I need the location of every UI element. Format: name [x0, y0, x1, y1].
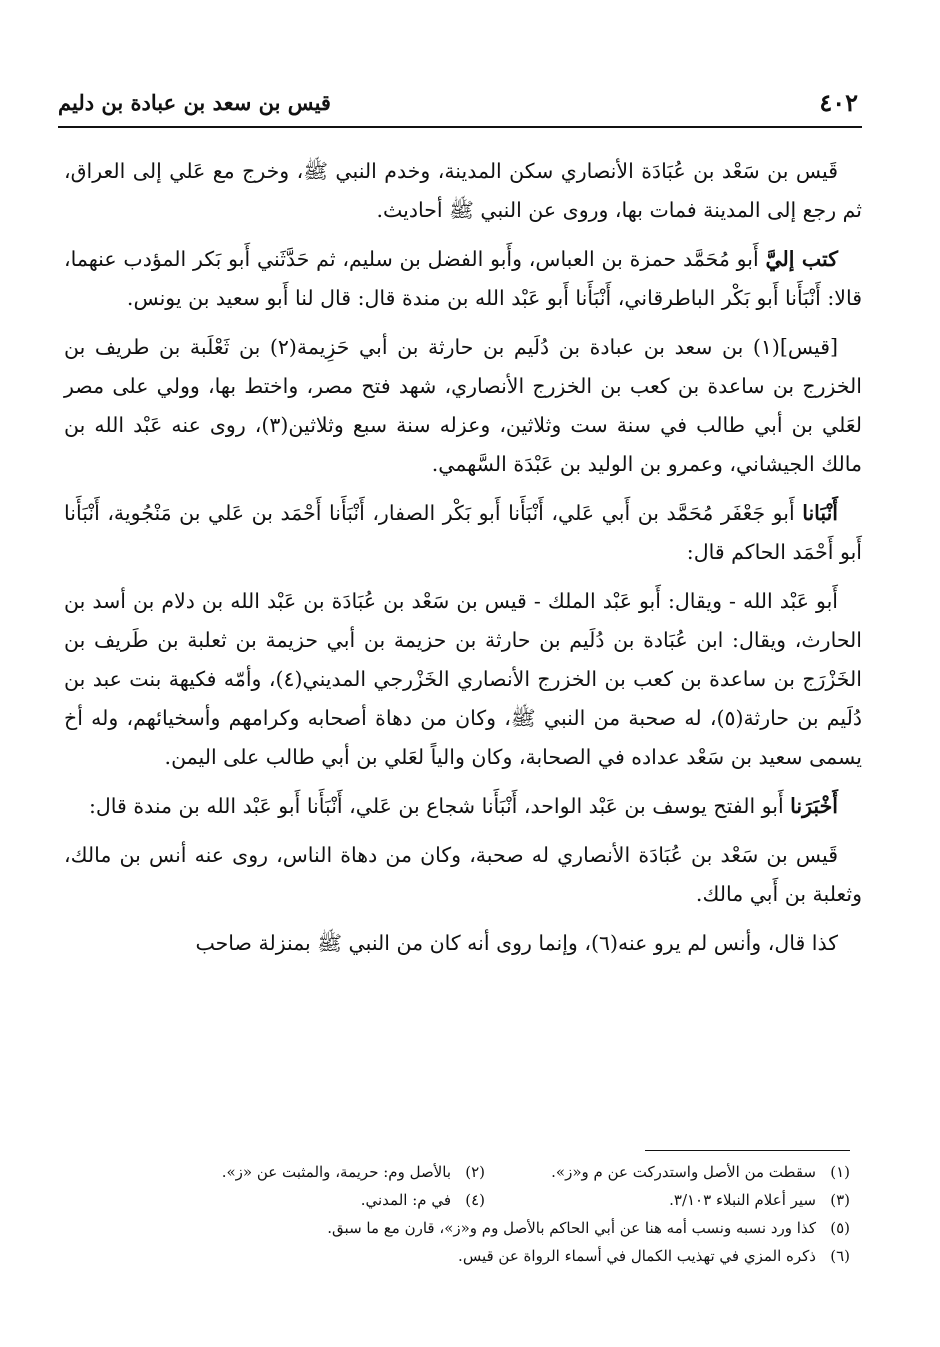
paragraph-lead: أَخْبَرَنا	[790, 794, 838, 818]
header-divider	[58, 126, 862, 128]
footnote	[515, 1186, 850, 1214]
footnote-number: (٤)	[465, 1191, 485, 1209]
paragraph	[64, 152, 862, 230]
footnote	[222, 1158, 485, 1186]
paragraph-text: أَبو مُحَمَّد حمزة بن العباس، وأَبو الفضل بن سليم، ثم حَدَّثَني أَبو بَكر المؤدب عنهما، قالا: أَنْبَأَنا أَبو بَكْر الباطرقاني، أَنْبَأَنا أَبو عَبْد الله بن مندة قال: قال لنا أَبو سعيد بن يونس.	[64, 247, 862, 310]
footnote-number: (٢)	[465, 1163, 485, 1181]
footnote-row	[100, 1186, 850, 1214]
paragraph	[64, 924, 862, 963]
footnote-text: سقطت من الأصل واستدركت عن م و«ز».	[551, 1163, 816, 1181]
footnote-text: كذا ورد نسبه ونسب أمه هنا عن أبي الحاكم بالأصل وم و«ز»، قارن مع ما سبق.	[327, 1219, 816, 1237]
footnote-number: (٣)	[830, 1191, 850, 1209]
footnote-text: في م: المدني.	[360, 1191, 451, 1209]
footnote	[361, 1186, 485, 1214]
paragraph	[64, 582, 862, 777]
footnotes	[100, 1158, 850, 1270]
page-number: ٤٠٢	[819, 88, 858, 117]
page-header	[58, 86, 858, 126]
footnote-row	[100, 1242, 850, 1270]
paragraph-text: أَبو الفتح يوسف بن عَبْد الواحد، أَنْبَأَنا شجاع بن عَلي، أَنْبَأَنا أَبو عَبْد الله بن مندة قال:	[89, 794, 791, 818]
footnote-number: (١)	[830, 1163, 850, 1181]
paragraph-text: قَيس بن سَعْد بن عُبَادَة الأنصاري سكن المدينة، وخدم النبي ﷺ، وخرج مع عَلي إلى العراق، ثم رجع إلى المدينة فمات بها، وروى عن النبي ﷺ أحاديث.	[64, 159, 862, 222]
paragraph-text: أَبو جَعْفَر مُحَمَّد بن أَبي عَلي، أَنْبَأَنا أَبو بَكْر الصفار، أَنْبَأَنا أَحْمَد بن عَلي بن مَنْجُوية، أَنْبَأَنا أَبو أَحْمَد الحاكم قال:	[64, 501, 862, 564]
paragraph	[64, 787, 862, 826]
footnote-row	[100, 1158, 850, 1186]
paragraph	[64, 836, 862, 914]
footnote-text: بالأصل وم: حريمة، والمثبت عن «ز».	[221, 1163, 451, 1181]
running-title: قيس بن سعد بن عبادة بن دليم	[58, 90, 331, 115]
footnote	[458, 1242, 850, 1270]
paragraph-text: قَيس بن سَعْد بن عُبَادَة الأنصاري له صحبة، وكان من دهاة الناس، روى عنه أنس بن مالك، وثعلبة بن أَبي مالك.	[64, 843, 862, 906]
paragraph-text: [قيس](١) بن سعد بن عبادة بن دُلَيم بن حارثة بن أبي حَزِيمة(٢) بن ثَعْلَبة بن طريف بن الخزرج بن ساعدة بن كعب بن الخزرج الأنصاري، شهد فتح مصر، واختط بها، وولي على مصر لعَلي بن أبي طالب في سنة ست وثلاثين، وعزله سنة سبع وثلاثين(٣)، روى عنه عَبْد الله بن مالك الجيشاني، وعمرو بن الوليد بن عَبْدَة السَّهمي.	[64, 335, 862, 476]
footnote	[515, 1158, 850, 1186]
paragraph	[64, 328, 862, 484]
footnote	[327, 1214, 850, 1242]
paragraph-lead: أَنْبَانا	[802, 501, 838, 525]
footnote-text: سير أعلام النبلاء ٣/١٠٣.	[669, 1191, 816, 1209]
paragraph	[64, 240, 862, 318]
footnote-divider	[645, 1150, 850, 1151]
paragraph	[64, 494, 862, 572]
paragraph-text: أَبو عَبْد الله - ويقال: أَبو عَبْد الملك - قيس بن سَعْد بن عُبَادَة بن عَبْد الله بن دلام بن أسد بن الحارث، ويقال: ابن عُبَادة بن دُلَيم بن حارثة بن حزيمة بن أبي حزيمة بن ثعلبة بن طَريف بن الخَزْرَج بن ساعدة بن كعب بن الخزرج الأنصاري الخَزْرجي المديني(٤)، وأمّه فكيهة بنت عبد بن دُلَيم بن حارثة(٥)، له صحبة من النبي ﷺ، وكان من دهاة أصحابه وكرامهم وأسخيائهم، وله أخ يسمى سعيد بن سَعْد عداده في الصحابة، وكان والياً لعَلي بن أبي طالب على اليمن.	[64, 589, 862, 769]
footnote-row	[100, 1214, 850, 1242]
footnote-text: ذكره المزي في تهذيب الكمال في أسماء الرواة عن قيس.	[458, 1247, 816, 1265]
main-text	[64, 152, 862, 973]
paragraph-lead: كتب إليَّ	[765, 247, 839, 271]
paragraph-text: كذا قال، وأنس لم يرو عنه(٦)، وإنما روى أنه كان من النبي ﷺ بمنزلة صاحب	[195, 931, 838, 955]
footnote-number: (٥)	[830, 1219, 850, 1237]
footnote-number: (٦)	[830, 1247, 850, 1265]
